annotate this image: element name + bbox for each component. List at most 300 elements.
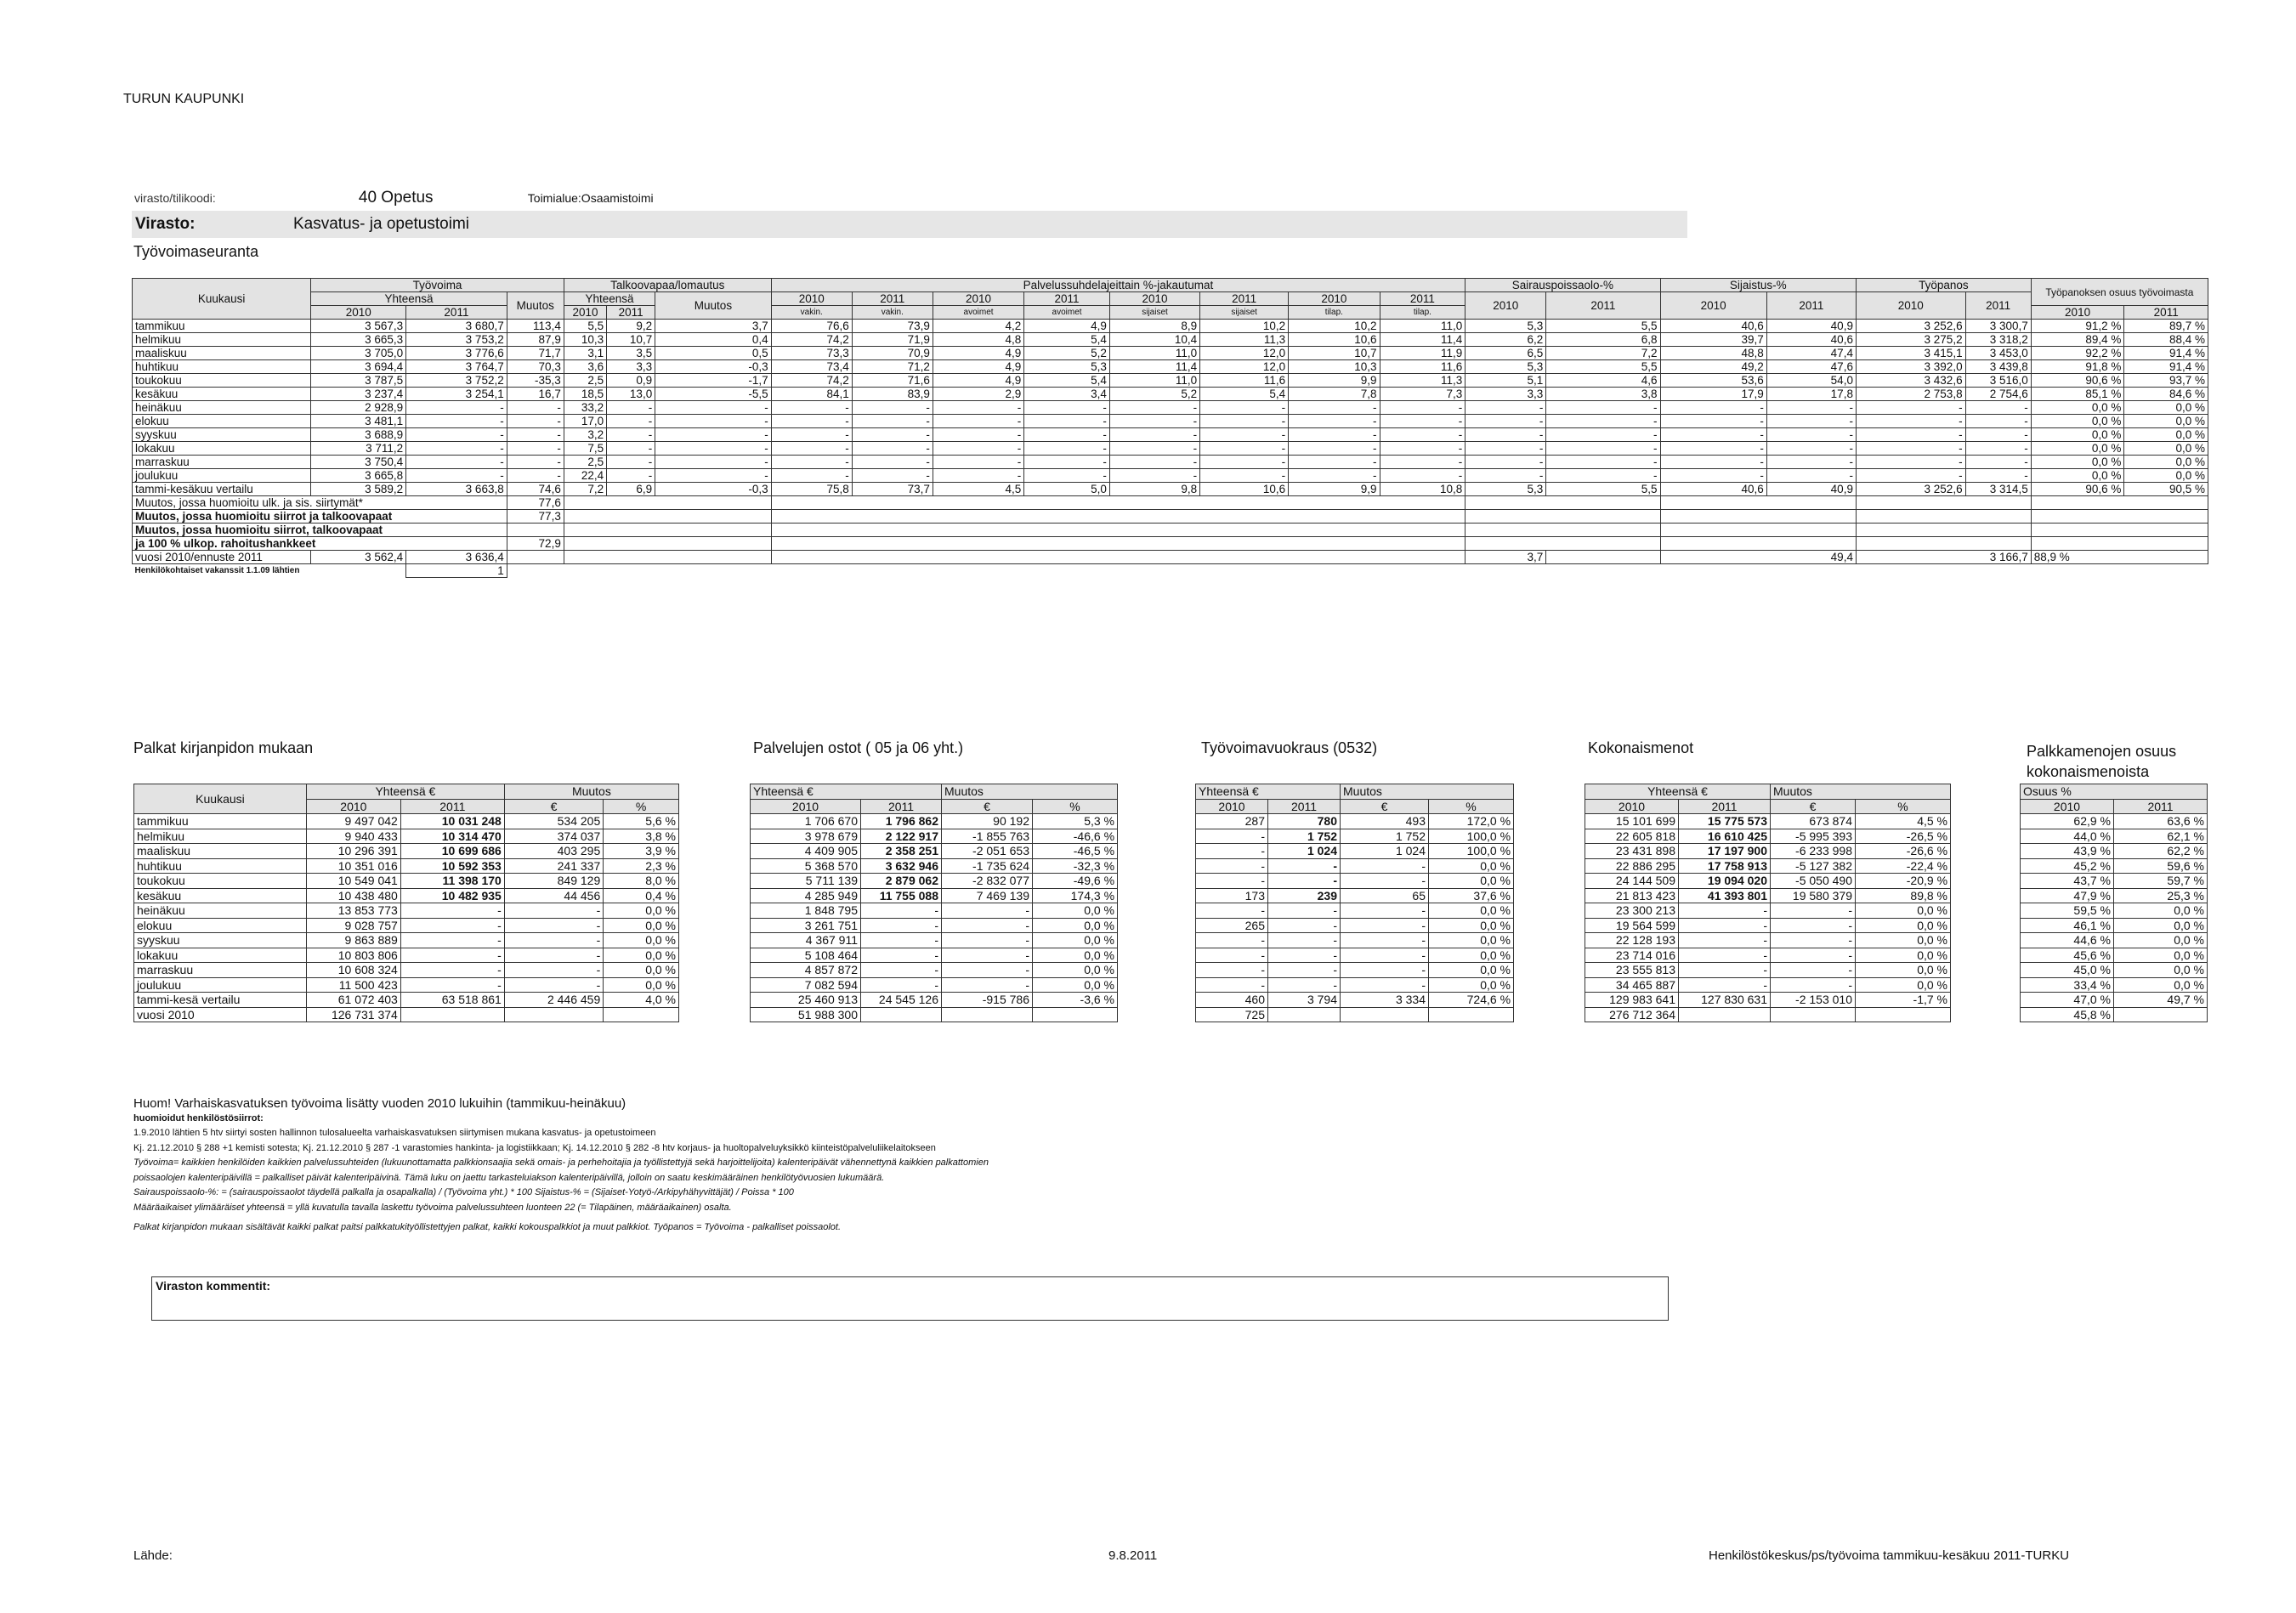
palkat-cell: - (504, 977, 603, 993)
ostot-cell: 25 460 913 (751, 993, 861, 1008)
kokonais-cell: 23 431 898 (1585, 844, 1679, 859)
vuokra-cell: 1 752 (1268, 829, 1341, 844)
t1-cell: 10,2 (1289, 320, 1380, 333)
palkat-row (134, 829, 679, 844)
palkat-cell: - (504, 903, 603, 919)
t1-cell: 5,4 (1200, 388, 1289, 401)
t1-cell: 10,4 (1109, 333, 1199, 347)
kokonais-cell: - (1771, 903, 1856, 919)
t1-cell: helmikuu (133, 333, 311, 347)
t1-cell: 91,2 % (2031, 320, 2124, 333)
t1-cell: 3,3 (607, 360, 655, 374)
ostot-row (751, 948, 1118, 963)
ostot-row (751, 829, 1118, 844)
t1-cell: tammi-kesäkuu vertailu (133, 483, 311, 496)
ostot-cell: 0,0 % (1033, 933, 1118, 948)
t1-cell: 73,4 (771, 360, 852, 374)
kokonais-2011: 2011 (1679, 799, 1771, 814)
t1-cell: - (1965, 401, 2031, 415)
ostot-cell: 11 755 088 (861, 888, 942, 903)
t1-cell: - (655, 428, 771, 442)
kokonais-cell: - (1771, 918, 1856, 933)
vuokra-row (1196, 858, 1514, 874)
t1-cell: 10,6 (1289, 333, 1380, 347)
t1-cell: 3 254,1 (406, 388, 507, 401)
ostot-cell: 2 122 917 (861, 829, 942, 844)
palkkaosuus-cell: 49,7 % (2114, 993, 2208, 1008)
m3-label: Muutos, jossa huomioitu siirrot, talkoovapaat (133, 524, 507, 537)
t1-row (133, 320, 2208, 333)
t1-cell: - (1856, 415, 1965, 428)
lbl-sijaiset-2: sijaiset (1200, 306, 1289, 320)
vuokra-cell: - (1196, 858, 1268, 874)
t1-cell: 3 567,3 (311, 320, 406, 333)
vuokra-row (1196, 829, 1514, 844)
lbl-vakin: vakin. (771, 306, 852, 320)
kokonais-cell: -20,9 % (1856, 874, 1951, 889)
t1-cell: 13,0 (607, 388, 655, 401)
t1-cell: 3 275,2 (1856, 333, 1965, 347)
vuosi-label: vuosi 2010/ennuste 2011 (133, 551, 311, 564)
palkat-cell: tammi-kesä vertailu (134, 993, 307, 1008)
vuokra-cell: 0,0 % (1429, 858, 1514, 874)
t1-cell: - (1109, 415, 1199, 428)
kokonais-cell: 22 886 295 (1585, 858, 1679, 874)
palkkaosuus-cell: 45,0 % (2021, 963, 2114, 978)
note-5: poissaolojen kalenteripäivillä = palkalliset päivät kalenteripäivinä. Tämä luku on jaettu tarkasteluiakson kalenteripäivillä, jolloin on saatu keskimääräinen henkilötyövuosien lukumäärä. (133, 1172, 885, 1183)
vuokra-cell: 173 (1196, 888, 1268, 903)
notes (133, 1096, 1749, 1236)
palkat-cell: - (504, 918, 603, 933)
t1-cell: 5,5 (1546, 483, 1660, 496)
vuokra-cell: - (1341, 948, 1429, 963)
t1-cell: 6,9 (607, 483, 655, 496)
t1-cell: - (406, 442, 507, 456)
t1-cell: - (1289, 456, 1380, 469)
t1-cell: 0,0 % (2031, 415, 2124, 428)
t1-cell: 2 753,8 (1856, 388, 1965, 401)
t1-cell: 2 754,6 (1965, 388, 2031, 401)
t1-cell: kesäkuu (133, 388, 311, 401)
t1-cell: 0,0 % (2124, 415, 2208, 428)
org-name: TURUN KAUPUNKI (123, 92, 245, 106)
t1-cell: 3 432,6 (1856, 374, 1965, 388)
ostot-cell: 0,0 % (1033, 903, 1118, 919)
ostot-yht: Yhteensä € (751, 784, 942, 800)
vuokra-row (1196, 933, 1514, 948)
ostot-2010: 2010 (751, 799, 861, 814)
kokonais-pct: % (1856, 799, 1951, 814)
ostot-row (751, 1007, 1118, 1022)
palkkaosuus-cell: 47,9 % (2021, 888, 2114, 903)
t1-cell: 73,7 (852, 483, 933, 496)
palkat-cell: 10 699 686 (400, 844, 504, 859)
vuokra-cell: 37,6 % (1429, 888, 1514, 903)
palkat-cell: joulukuu (134, 977, 307, 993)
t1-cell: maaliskuu (133, 347, 311, 360)
kokonais-cell: 0,0 % (1856, 948, 1951, 963)
palkat-row (134, 993, 679, 1008)
t1-cell: 75,8 (771, 483, 852, 496)
palkkaosuus-cell: 62,2 % (2114, 844, 2208, 859)
ostot-cell: 0,0 % (1033, 918, 1118, 933)
t1-row (133, 483, 2208, 496)
t1-cell: 2,5 (564, 374, 606, 388)
palkat-cell: - (400, 918, 504, 933)
t1-cell: - (406, 456, 507, 469)
palkkaosuus-title (2027, 741, 2176, 782)
palkat-cell: helmikuu (134, 829, 307, 844)
m3b-label: ja 100 % ulkop. rahoitushankkeet (133, 537, 507, 551)
t1-cell: 3,2 (564, 428, 606, 442)
vuosi-panos: 3 166,7 (1856, 551, 2031, 564)
palkkaosuus-cell: 59,5 % (2021, 903, 2114, 919)
palkkaosuus-row (2021, 1007, 2208, 1022)
t1-cell: 0,0 % (2031, 442, 2124, 456)
t1-cell: 10,3 (1289, 360, 1380, 374)
t1-cell: - (852, 401, 933, 415)
vuokra-cell: - (1268, 963, 1341, 978)
t1-cell: - (933, 415, 1023, 428)
t1-cell: 3 300,7 (1965, 320, 2031, 333)
vuosi-sair: 3,7 (1465, 551, 1546, 564)
p-2010-tilap: 2010 (1289, 292, 1380, 306)
t1-cell: 3 589,2 (311, 483, 406, 496)
t1-cell: 3 753,2 (406, 333, 507, 347)
t1-cell: - (1856, 428, 1965, 442)
t1-cell: 0,0 % (2031, 456, 2124, 469)
ostot-cell: - (861, 933, 942, 948)
t1-cell: 71,6 (852, 374, 933, 388)
kokonais-cell: - (1771, 933, 1856, 948)
kokonais-cell: 23 714 016 (1585, 948, 1679, 963)
note-7: Määräaikaiset ylimääräiset yhteensä = yllä kuvatulla tavalla laskettu työvoima palvelussuhteen luonteen 22 (= Tilapäinen, määräaikainen) osalta. (133, 1202, 732, 1213)
t1-cell: 10,7 (1289, 347, 1380, 360)
t1-cell: - (406, 415, 507, 428)
p-2010-sijaiset: 2010 (1109, 292, 1199, 306)
palkkaosuus-cell: 43,7 % (2021, 874, 2114, 889)
palkat-row (134, 888, 679, 903)
kokonais-title: Kokonaismenot (1588, 739, 1694, 756)
t1-cell: 7,2 (1546, 347, 1660, 360)
vuokra-table (1195, 784, 1514, 1022)
palkat-cell: - (504, 963, 603, 978)
t1-cell: - (507, 428, 564, 442)
t1-cell: 3,8 (1546, 388, 1660, 401)
t1-cell: 48,8 (1660, 347, 1766, 360)
t1-cell: - (1965, 469, 2031, 483)
po-2011: 2011 (2114, 799, 2208, 814)
p-2010-vakin: 2010 (771, 292, 852, 306)
palkat-cell: 2 446 459 (504, 993, 603, 1008)
t1-cell: 11,9 (1380, 347, 1465, 360)
palkat-cell: 0,0 % (604, 948, 679, 963)
comments-box[interactable] (151, 1276, 1669, 1321)
t1-cell: - (1289, 469, 1380, 483)
area-value: Toimialue:Osaamistoimi (527, 191, 654, 205)
t1-cell: - (933, 469, 1023, 483)
vuokra-cell: - (1196, 963, 1268, 978)
palkat-cell: 10 592 353 (400, 858, 504, 874)
ostot-cell (861, 1007, 942, 1022)
t1-cell: - (1465, 401, 1546, 415)
t1-cell: 5,2 (1024, 347, 1110, 360)
vuokra-cell: 0,0 % (1429, 874, 1514, 889)
t1-cell: 0,0 % (2031, 401, 2124, 415)
vuokra-cell: 460 (1196, 993, 1268, 1008)
vuokra-cell: 100,0 % (1429, 844, 1514, 859)
t1-cell: 89,4 % (2031, 333, 2124, 347)
ostot-cell: - (942, 903, 1033, 919)
t1-cell: - (1965, 428, 2031, 442)
t1-cell: - (1289, 415, 1380, 428)
kokonais-cell: 19 580 379 (1771, 888, 1856, 903)
palkkaosuus-row (2021, 844, 2208, 859)
t1-cell: - (1289, 401, 1380, 415)
osuus-group: Työpanoksen osuus työvoimasta (2031, 279, 2208, 306)
virasto-label: Virasto: (135, 215, 196, 233)
vak-value: 1 (406, 564, 507, 578)
ostot-row (751, 844, 1118, 859)
kokonais-cell: 15 775 573 (1679, 814, 1771, 829)
palkat-cell: 2,3 % (604, 858, 679, 874)
ostot-cell: - (861, 918, 942, 933)
vuokra-cell (1268, 1007, 1341, 1022)
vuokra-cell: 0,0 % (1429, 933, 1514, 948)
kokonais-cell: 17 758 913 (1679, 858, 1771, 874)
vuokra-cell: - (1196, 874, 1268, 889)
t1-cell: - (406, 469, 507, 483)
vuokra-cell: - (1196, 829, 1268, 844)
palkkaosuus-row (2021, 948, 2208, 963)
kokonais-cell: - (1771, 977, 1856, 993)
kokonais-cell: 22 605 818 (1585, 829, 1679, 844)
vuosi-osuus: 88,9 % (2031, 551, 2208, 564)
palkat-cell: tammikuu (134, 814, 307, 829)
palkat-cell: 4,0 % (604, 993, 679, 1008)
t1-cell: - (1200, 401, 1289, 415)
palkat-cell: 10 314 470 (400, 829, 504, 844)
sair-2011: 2011 (1546, 292, 1660, 320)
palkat-cell: 374 037 (504, 829, 603, 844)
t1-cell: - (771, 469, 852, 483)
palkkaosuus-cell: 25,3 % (2114, 888, 2208, 903)
vuokra-cell: - (1341, 977, 1429, 993)
t1-cell: - (933, 456, 1023, 469)
t1-cell: 10,2 (1200, 320, 1289, 333)
vuokra-cell: 287 (1196, 814, 1268, 829)
t1-cell: 84,6 % (2124, 388, 2208, 401)
ostot-cell: - (942, 963, 1033, 978)
palkat-cell: 10 482 935 (400, 888, 504, 903)
ostot-cell: 4 285 949 (751, 888, 861, 903)
vuokra-cell (1341, 1007, 1429, 1022)
palkat-cell: elokuu (134, 918, 307, 933)
palkat-cell: 10 031 248 (400, 814, 504, 829)
t1-cell: - (1024, 442, 1110, 456)
vuokra-cell: 0,0 % (1429, 918, 1514, 933)
t1-cell: 84,1 (771, 388, 852, 401)
vuokra-cell: 3 794 (1268, 993, 1341, 1008)
t1-cell: 11,0 (1109, 347, 1199, 360)
t1-cell: 7,5 (564, 442, 606, 456)
workforce-table (132, 278, 2208, 578)
t1-cell: huhtikuu (133, 360, 311, 374)
t1-cell: 5,5 (564, 320, 606, 333)
ostot-cell: 0,0 % (1033, 977, 1118, 993)
t1-cell: 87,9 (507, 333, 564, 347)
kokonais-cell: -5 050 490 (1771, 874, 1856, 889)
ostot-cell: 7 082 594 (751, 977, 861, 993)
t1-cell: - (1856, 442, 1965, 456)
vuokra-cell: - (1341, 918, 1429, 933)
kokonais-cell: 0,0 % (1856, 963, 1951, 978)
t1-cell: 54,0 (1766, 374, 1856, 388)
palkat-cell: - (400, 963, 504, 978)
palkat-pct: % (604, 799, 679, 814)
t1-cell: 16,7 (507, 388, 564, 401)
ostot-cell: -2 051 653 (942, 844, 1033, 859)
palkat-cell: 10 803 806 (306, 948, 400, 963)
palkat-table (133, 784, 679, 1022)
t1-cell: -0,3 (655, 483, 771, 496)
t1-cell: 11,6 (1200, 374, 1289, 388)
kokonais-cell: 17 197 900 (1679, 844, 1771, 859)
ostot-cell: - (861, 948, 942, 963)
panos-2011: 2011 (1965, 292, 2031, 320)
t1-cell: - (1660, 415, 1766, 428)
lbl-tilap: tilap. (1289, 306, 1380, 320)
ostot-cell: 0,0 % (1033, 963, 1118, 978)
palkat-cell: heinäkuu (134, 903, 307, 919)
t1-cell: 3 665,3 (311, 333, 406, 347)
t1-cell: - (507, 401, 564, 415)
t1-cell: joulukuu (133, 469, 311, 483)
sij-2010: 2010 (1660, 292, 1766, 320)
vuokra-cell: 172,0 % (1429, 814, 1514, 829)
palkkaosuus-row (2021, 993, 2208, 1008)
t1-cell: - (1380, 456, 1465, 469)
t1-cell: 5,3 (1024, 360, 1110, 374)
t1-cell: - (1109, 469, 1199, 483)
t1-cell: 8,9 (1109, 320, 1199, 333)
t1-cell: 4,5 (933, 483, 1023, 496)
t1-cell: 3 415,1 (1856, 347, 1965, 360)
t1-cell: - (607, 415, 655, 428)
t1-cell: 74,6 (507, 483, 564, 496)
ostot-eur: € (942, 799, 1033, 814)
palkat-row (134, 977, 679, 993)
palkkaosuus-title-2: kokonaismenoista (2027, 763, 2150, 780)
sairaus-group: Sairauspoissaolo-% (1465, 279, 1660, 292)
t1-cell: - (507, 469, 564, 483)
yhteensa-header: Yhteensä (311, 292, 507, 306)
t1-cell: 3 237,4 (311, 388, 406, 401)
t1-cell: - (852, 415, 933, 428)
vuokra-cell: - (1268, 918, 1341, 933)
t1-cell: 71,2 (852, 360, 933, 374)
ostot-table (750, 784, 1118, 1022)
kokonais-cell: 16 610 425 (1679, 829, 1771, 844)
ostot-2011: 2011 (861, 799, 942, 814)
t1-cell: 7,8 (1289, 388, 1380, 401)
t1-cell: 9,9 (1289, 483, 1380, 496)
code-value: 40 Opetus (358, 189, 434, 207)
t1-cell: 2 928,9 (311, 401, 406, 415)
kokonais-cell: -5 127 382 (1771, 858, 1856, 874)
t1-cell: -0,3 (655, 360, 771, 374)
virasto-bar (132, 211, 1687, 238)
comments-label: Viraston kommentit: (156, 1279, 271, 1293)
palkat-cell: 0,0 % (604, 977, 679, 993)
palkat-title: Palkat kirjanpidon mukaan (133, 739, 314, 756)
t1-cell: 12,0 (1200, 347, 1289, 360)
p-2011-tilap: 2011 (1380, 292, 1465, 306)
ostot-pct: % (1033, 799, 1118, 814)
vuokra-cell: - (1341, 874, 1429, 889)
t1-cell: - (1024, 401, 1110, 415)
palkkaosuus-cell: 63,6 % (2114, 814, 2208, 829)
t1-cell: 3,6 (564, 360, 606, 374)
t1-cell: 17,0 (564, 415, 606, 428)
palkat-cell: 9 028 757 (306, 918, 400, 933)
ostot-cell: 4 367 911 (751, 933, 861, 948)
t1-row (133, 415, 2208, 428)
t1-cell: - (1660, 456, 1766, 469)
palkat-cell (400, 1007, 504, 1022)
t1-cell: 3 776,6 (406, 347, 507, 360)
ostot-row (751, 918, 1118, 933)
vuokra-cell: 0,0 % (1429, 948, 1514, 963)
t1-cell: - (1024, 428, 1110, 442)
ostot-cell: 7 469 139 (942, 888, 1033, 903)
t1-cell: - (1380, 442, 1465, 456)
t1-cell: 3 711,2 (311, 442, 406, 456)
palkkaosuus-title-1: Palkkamenojen osuus (2027, 743, 2177, 760)
t1-cell: 17,9 (1660, 388, 1766, 401)
t1-cell: 3 252,6 (1856, 320, 1965, 333)
t1-cell: 39,7 (1660, 333, 1766, 347)
virasto-name: Kasvatus- ja opetustoimi (293, 215, 469, 233)
t1-cell: 5,4 (1024, 374, 1110, 388)
t1-cell: 70,9 (852, 347, 933, 360)
vuokra-cell (1429, 1007, 1514, 1022)
t1-cell: - (607, 469, 655, 483)
t1-cell: - (1465, 428, 1546, 442)
t1-cell: 3 764,7 (406, 360, 507, 374)
palkat-cell: syyskuu (134, 933, 307, 948)
t1-cell: - (1546, 456, 1660, 469)
palkkaosuus-cell: 62,1 % (2114, 829, 2208, 844)
t1-cell: 40,6 (1660, 483, 1766, 496)
footer-path: Henkilöstökeskus/ps/työvoima tammikuu-kesäkuu 2011-TURKU (1709, 1548, 2070, 1563)
os-2011: 2011 (2124, 306, 2208, 320)
t1-cell: - (1465, 456, 1546, 469)
vuokra-cell: 0,0 % (1429, 977, 1514, 993)
ostot-cell: 1 848 795 (751, 903, 861, 919)
ostot-cell: 0,0 % (1033, 948, 1118, 963)
vuokra-cell: - (1196, 844, 1268, 859)
kokonais-row (1585, 993, 1951, 1008)
ostot-cell: 5 108 464 (751, 948, 861, 963)
t1-row (133, 333, 2208, 347)
vuokra-cell: - (1196, 933, 1268, 948)
t1-cell: - (852, 428, 933, 442)
palkat-cell: marraskuu (134, 963, 307, 978)
m2-label: Muutos, jossa huomioitu siirrot ja talkoovapaat (133, 510, 507, 524)
palkat-kuukausi: Kuukausi (134, 784, 307, 814)
t1-cell: 3 665,8 (311, 469, 406, 483)
